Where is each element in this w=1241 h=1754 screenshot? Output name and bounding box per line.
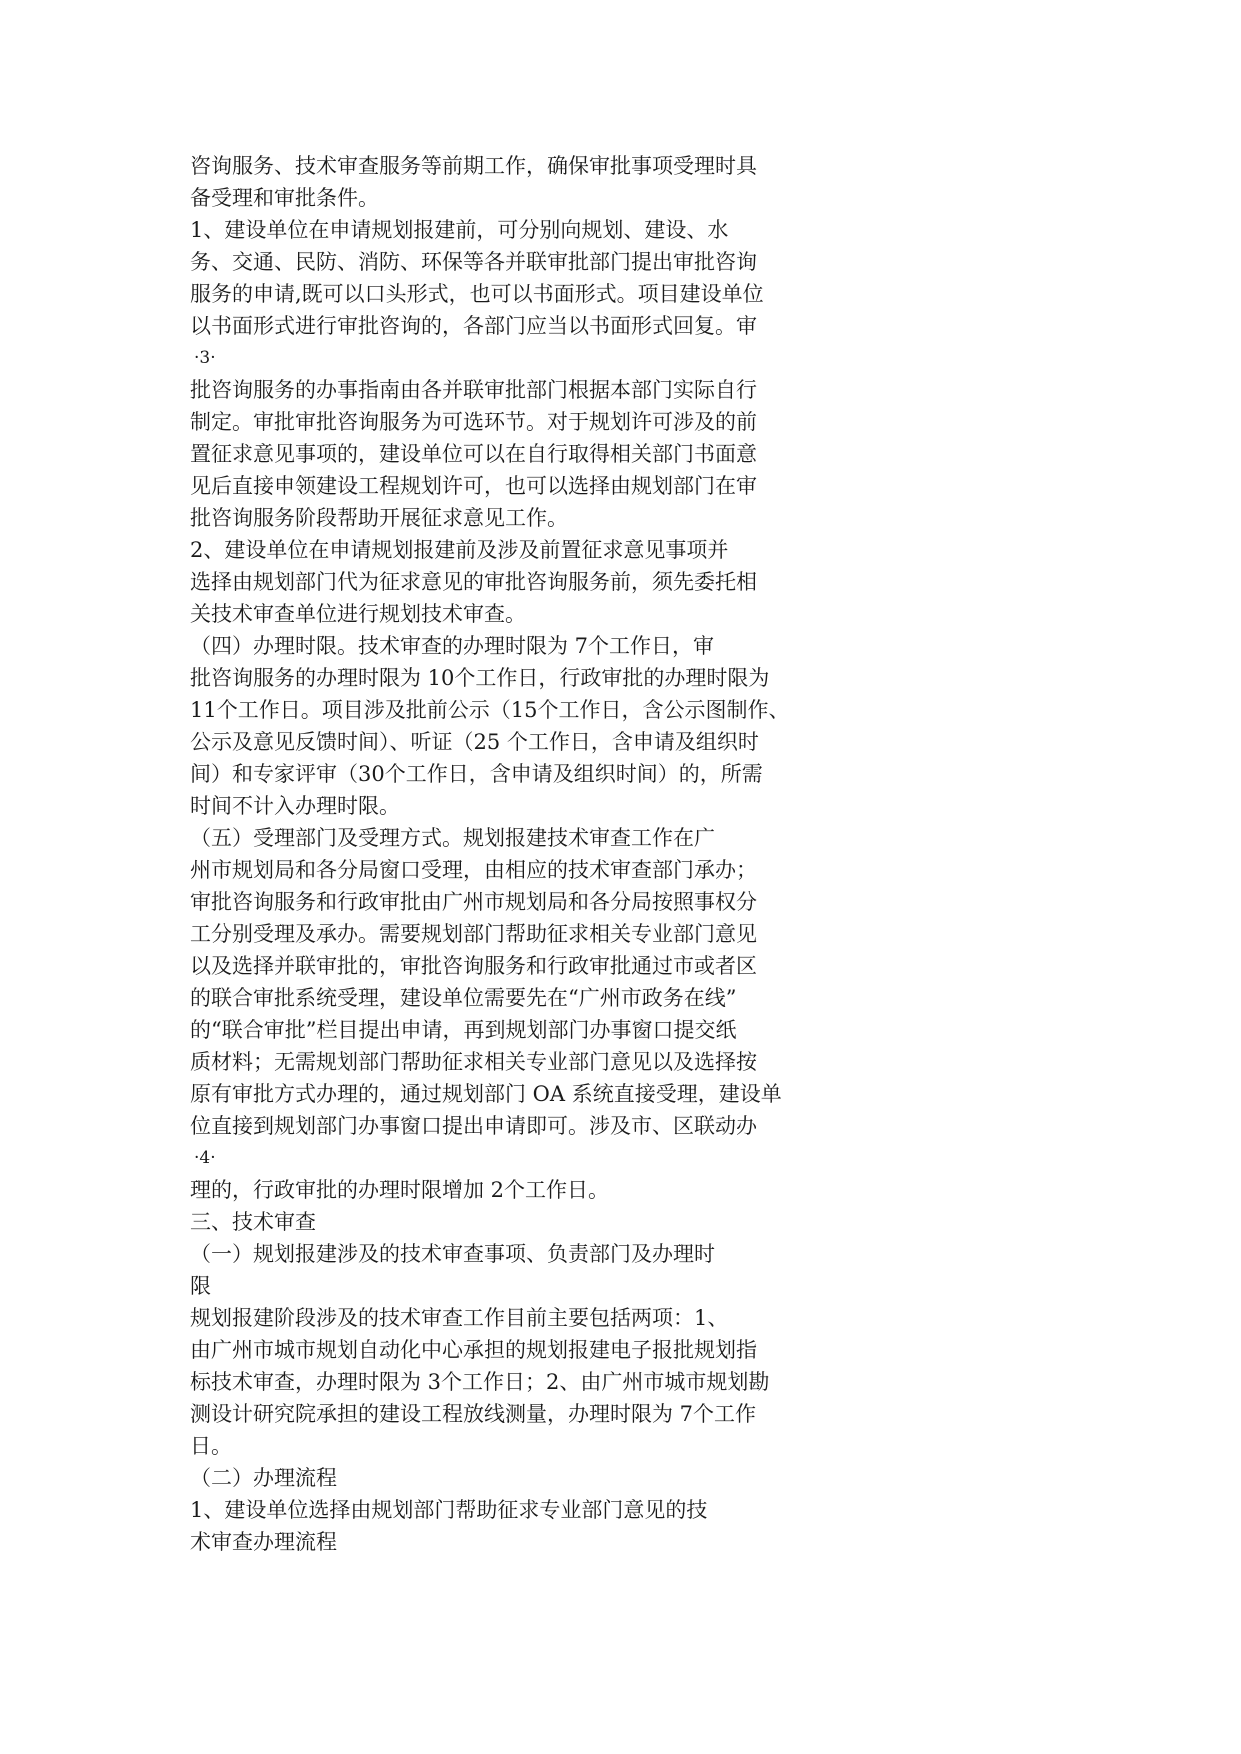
text-line: 时间不计入办理时限。 (190, 794, 400, 818)
text-line: 制定。审批审批咨询服务为可选环节。对于规划许可涉及的前 (190, 410, 757, 434)
text-line: 务、交通、民防、消防、环保等各并联审批部门提出审批咨询 (190, 250, 757, 274)
text-line: 见后直接申领建设工程规划许可，也可以选择由规划部门在审 (190, 474, 757, 498)
text-line: 限 (190, 1274, 211, 1298)
text-line: 2、建设单位在申请规划报建前及涉及前置征求意见事项并 (190, 538, 729, 562)
text-line: 间）和专家评审（30个工作日，含申请及组织时间）的，所需 (190, 762, 763, 786)
text-line: 的联合审批系统受理，建设单位需要先在“广州市政务在线” (190, 986, 737, 1010)
text-line: 的“联合审批”栏目提出申请，再到规划部门办事窗口提交纸 (190, 1018, 737, 1042)
text-line: 位直接到规划部门办事窗口提出申请即可。涉及市、区联动办 (190, 1114, 757, 1138)
page-number-marker: ·4· (194, 1148, 216, 1168)
text-line: 术审查办理流程 (190, 1530, 337, 1554)
text-line: 原有审批方式办理的，通过规划部门 OA 系统直接受理，建设单 (190, 1082, 782, 1106)
page-number-marker: ·3· (194, 348, 216, 368)
text-line: 选择由规划部门代为征求意见的审批咨询服务前，须先委托相 (190, 570, 757, 594)
text-line: 公示及意见反馈时间）、听证（25 个工作日，含申请及组织时 (190, 730, 759, 754)
text-line: 咨询服务、技术审查服务等前期工作，确保审批事项受理时具 (190, 154, 757, 178)
text-line: 规划报建阶段涉及的技术审查工作目前主要包括两项：1、 (190, 1306, 729, 1330)
text-line: 以书面形式进行审批咨询的，各部门应当以书面形式回复。审 (190, 314, 757, 338)
subsection-heading: （二）办理流程 (190, 1466, 337, 1490)
text-line: 备受理和审批条件。 (190, 186, 379, 210)
text-line: 测设计研究院承担的建设工程放线测量，办理时限为 7个工作 (190, 1402, 757, 1426)
section-heading: 三、技术审查 (190, 1210, 316, 1234)
text-line: 置征求意见事项的，建设单位可以在自行取得相关部门书面意 (190, 442, 757, 466)
text-line: 日。 (190, 1434, 232, 1458)
text-line: 审批咨询服务和行政审批由广州市规划局和各分局按照事权分 (190, 890, 757, 914)
text-line: 由广州市城市规划自动化中心承担的规划报建电子报批规划指 (190, 1338, 757, 1362)
text-line: 标技术审查，办理时限为 3个工作日；2、由广州市城市规划勘 (190, 1370, 770, 1394)
text-line: （四）办理时限。技术审查的办理时限为 7个工作日，审 (190, 634, 715, 658)
document-body (190, 150, 830, 1558)
text-line: 批咨询服务的办理时限为 10个工作日，行政审批的办理时限为 (190, 666, 770, 690)
text-line: 批咨询服务的办事指南由各并联审批部门根据本部门实际自行 (190, 378, 757, 402)
text-line: 工分别受理及承办。需要规划部门帮助征求相关专业部门意见 (190, 922, 757, 946)
text-line: 批咨询服务阶段帮助开展征求意见工作。 (190, 506, 568, 530)
text-line: 1、建设单位选择由规划部门帮助征求专业部门意见的技 (190, 1498, 708, 1522)
text-line: （一）规划报建涉及的技术审查事项、负责部门及办理时 (190, 1242, 715, 1266)
text-line: 州市规划局和各分局窗口受理，由相应的技术审查部门承办； (190, 858, 757, 882)
text-line: 质材料；无需规划部门帮助征求相关专业部门意见以及选择按 (190, 1050, 757, 1074)
text-line: 以及选择并联审批的，审批咨询服务和行政审批通过市或者区 (190, 954, 757, 978)
text-line: 理的，行政审批的办理时限增加 2个工作日。 (190, 1178, 610, 1202)
text-line: 11个工作日。项目涉及批前公示（15个工作日，含公示图制作、 (190, 698, 790, 722)
text-line: 1、建设单位在申请规划报建前，可分别向规划、建设、水 (190, 218, 729, 242)
text-line: 服务的申请,既可以口头形式，也可以书面形式。项目建设单位 (190, 282, 764, 306)
text-line: 关技术审查单位进行规划技术审查。 (190, 602, 526, 626)
text-line: （五）受理部门及受理方式。规划报建技术审查工作在广 (190, 826, 715, 850)
